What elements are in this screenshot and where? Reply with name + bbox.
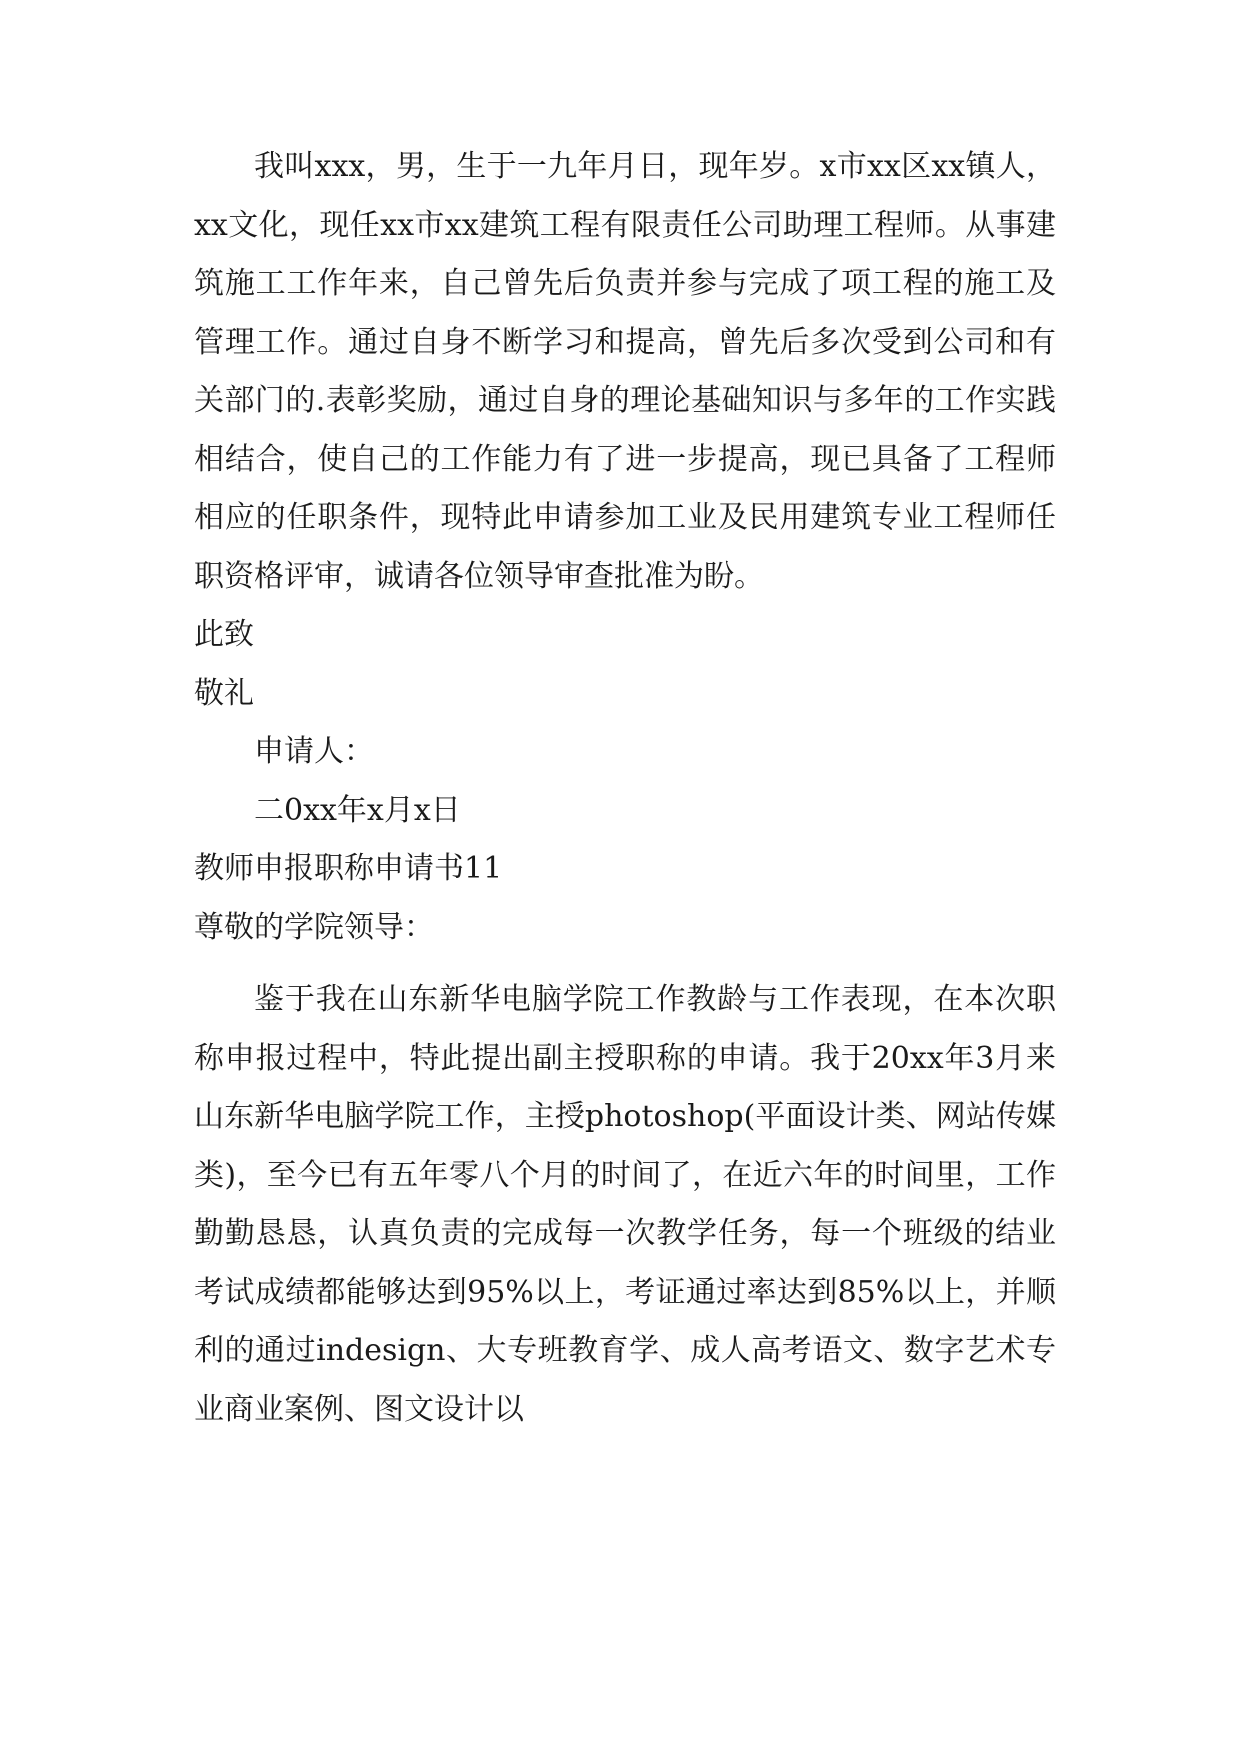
closing-jingli: 敬礼 xyxy=(194,675,254,711)
closing-cizhi: 此致 xyxy=(194,617,254,652)
section-title: 教师申报职称申请书11 xyxy=(194,851,503,886)
paragraph-self-introduction: 我叫xxx，男，生于一九年月日，现年岁。x市xx区xx镇人，xx文化，现任xx市xx建筑工程有限责任公司助理工程师。从事建筑施工工作年来，自己曾先后负责并参与完成了项工程的施工及管理工作。通过自身不断学习和提高，曾先后多次受到公司和有关部门的.表彰奖励，通过自身的理论基础知识与多年的工作实践相结合，使自己的工作能力有了进一步提高，现已具备了工程师相应的任职条件，现特此申请参加工业及民用建筑专业工程师任职资格评审，诚请各位领导审查批准为盼。 xyxy=(194,149,1056,594)
applicant-label: 申请人： xyxy=(254,734,374,769)
teacher-application-body xyxy=(194,971,1056,1439)
salutation: 尊敬的学院领导： xyxy=(194,909,434,945)
date-line: 二0xx年x月x日 xyxy=(254,792,461,828)
paragraph-teaching-record: 鉴于我在山东新华电脑学院工作教龄与工作表现，在本次职称申报过程中，特此提出副主授职称的申请。我于20xx年3月来山东新华电脑学院工作，主授photoshop(平面设计类、网站传媒类)，至今已有五年零八个月的时间了，在近六年的时间里，工作勤勤恳恳，认真负责的完成每一次教学任务，每一个班级的结业考试成绩都能够达到95%以上，考证通过率达到85%以上，并顺利的通过indesign、大专班教育学、成人高考语文、数字艺术专业商业案例、图文设计以 xyxy=(194,982,1056,1427)
application-body xyxy=(194,138,1056,606)
closing-block xyxy=(194,606,1056,957)
